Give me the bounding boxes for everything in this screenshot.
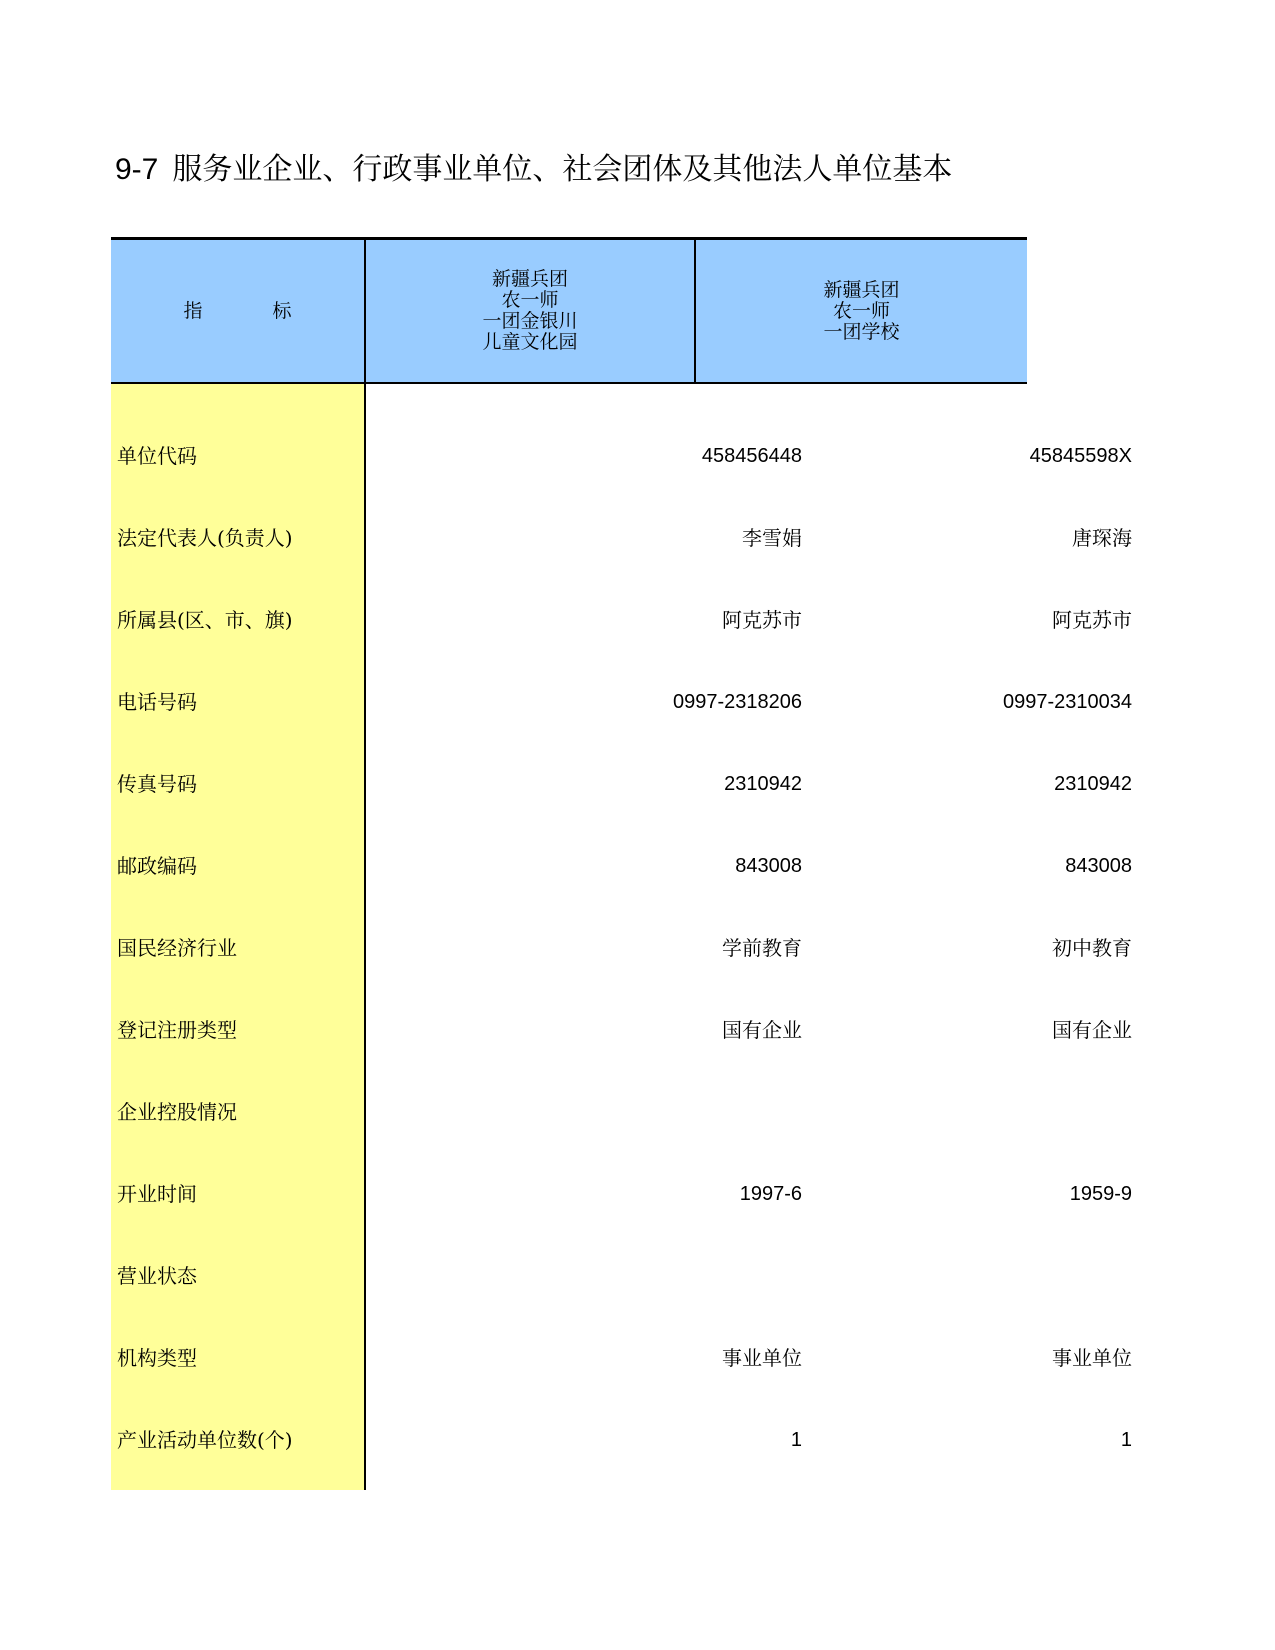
- table-row: [111, 523, 1132, 553]
- row-label: 国民经济行业: [117, 936, 237, 960]
- row-value-col2: 国有企业: [1052, 1018, 1132, 1042]
- row-value-col2: 1: [1120, 1429, 1132, 1451]
- header-index-label: 指标: [183, 299, 362, 322]
- row-value-col2: 0997-2310034: [1002, 691, 1132, 713]
- header-col2-line: 新疆兵团: [823, 278, 900, 301]
- header-col2-line: 农一师: [832, 299, 890, 322]
- header-col1-line: 新疆兵团: [491, 268, 568, 290]
- row-label: 产业活动单位数(个): [117, 1428, 293, 1452]
- row-value-col2: 阿克苏市: [1052, 608, 1132, 632]
- row-value-col1: 李雪娟: [742, 526, 802, 550]
- table-row: [111, 769, 1132, 799]
- row-value-col1: 1: [790, 1429, 802, 1451]
- row-value-col2: 唐琛海: [1072, 526, 1132, 550]
- row-value-col1: 学前教育: [722, 936, 802, 960]
- table-row: [111, 1097, 1027, 1127]
- row-value-col1: 0997-2318206: [672, 691, 802, 713]
- table-row: [111, 1425, 1132, 1455]
- header-col1-cell: [366, 240, 696, 384]
- table-row: [111, 605, 1132, 635]
- header-col1-line: 儿童文化园: [482, 331, 578, 353]
- table-row: [111, 1261, 1027, 1291]
- header-col1-line: 农一师: [501, 289, 559, 311]
- table-row: [111, 1343, 1132, 1373]
- table-row: [111, 441, 1132, 471]
- row-value-col2: 2310942: [1054, 773, 1132, 795]
- header-col1-label: [366, 240, 694, 382]
- row-label: 邮政编码: [117, 854, 197, 878]
- row-value-col2: 初中教育: [1052, 936, 1132, 960]
- row-label: 电话号码: [117, 690, 197, 714]
- row-value-col1: 458456448: [701, 445, 802, 467]
- row-value-col2: 843008: [1065, 855, 1132, 877]
- row-value-col1: 2310942: [724, 773, 802, 795]
- header-col2-cell: [696, 240, 1027, 384]
- page-title: [115, 148, 1027, 192]
- row-value-col1: 1997-6: [739, 1183, 802, 1205]
- table-title-text: 服务业企业、行政事业单位、社会团体及其他法人单位基本: [172, 152, 953, 187]
- row-label: 机构类型: [117, 1346, 197, 1370]
- row-value-col2: 事业单位: [1052, 1346, 1132, 1370]
- header-col2-label: [696, 240, 1027, 382]
- row-label: 单位代码: [117, 444, 197, 468]
- table-row: [111, 1179, 1132, 1209]
- table-row: [111, 687, 1132, 717]
- row-label: 所属县(区、市、旗): [117, 608, 293, 632]
- row-label: 营业状态: [117, 1264, 197, 1288]
- row-label: 法定代表人(负责人): [117, 526, 293, 550]
- header-col2-line: 一团学校: [823, 320, 900, 343]
- row-value-col1: 事业单位: [722, 1346, 802, 1370]
- row-label: 企业控股情况: [117, 1100, 237, 1124]
- table-number: 9-7: [115, 153, 159, 186]
- row-value-col1: 阿克苏市: [722, 608, 802, 632]
- header-index-cell: [111, 240, 366, 384]
- table-row: [111, 1015, 1132, 1045]
- row-value-col2: 45845598X: [1029, 445, 1132, 467]
- row-value-col1: 843008: [735, 855, 802, 877]
- row-label: 开业时间: [117, 1182, 197, 1206]
- row-label: 传真号码: [117, 772, 197, 796]
- table-row: [111, 851, 1132, 881]
- header-col1-line: 一团金银川: [482, 310, 578, 332]
- table-row: [111, 933, 1132, 963]
- row-value-col1: 国有企业: [722, 1018, 802, 1042]
- row-label: 登记注册类型: [117, 1018, 237, 1042]
- row-value-col2: 1959-9: [1069, 1183, 1132, 1205]
